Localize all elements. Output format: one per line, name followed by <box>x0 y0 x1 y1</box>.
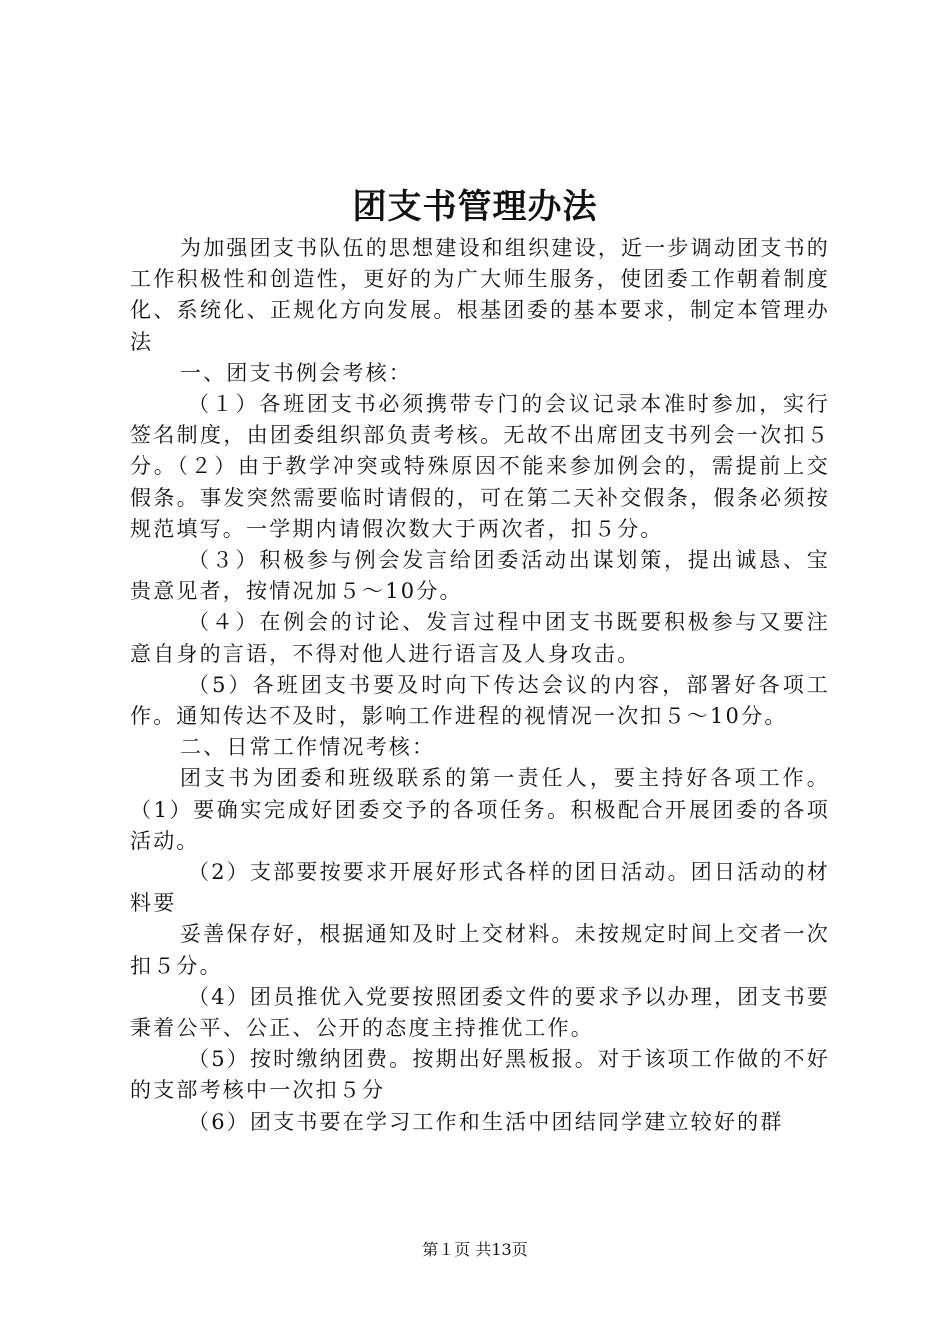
daily-rule-2: （2）支部要按要求开展好形式各样的团日活动。团日活动的材料要 <box>130 860 830 916</box>
daily-rule-1: 团支书为团委和班级联系的第一责任人，要主持好各项工作。（1）要确实完成好团委交予的各项任务。积极配合开展团委的各项活动。 <box>130 766 830 853</box>
daily-rule-2-continued: 妥善保存好，根据通知及时上交材料。未按规定时间上交者一次扣５分。 <box>130 922 830 978</box>
page-footer: 第１页 共13页 <box>422 1240 528 1259</box>
document-title: 团支书管理办法 <box>352 187 598 227</box>
meeting-rule-4: （４）在例会的讨论、发言过程中团支书既要积极参与又要注意自身的言语，不得对他人进行语言及人身攻击。 <box>130 610 830 666</box>
section-heading-daily: 二、日常工作情况考核： <box>180 735 436 760</box>
daily-rule-5: （5）按时缴纳团费。按期出好黑板报。对于该项工作做的不好的支部考核中一次扣５分 <box>130 1047 830 1103</box>
meeting-rule-1-2: （１）各班团支书必须携带专门的会议记录本准时参加，实行签名制度，由团委组织部负责考核。无故不出席团支书列会一次扣５分。（２）由于教学冲突或特殊原因不能来参加例会的，需提前上交假条。事发突然需要临时请假的，可在第二天补交假条，假条必须按规范填写。一学期内请假次数大于两次者，扣５分。 <box>130 392 830 541</box>
meeting-rule-3: （３）积极参与例会发言给团委活动出谋划策，提出诚恳、宝贵意见者，按情况加５～10分。 <box>130 548 830 604</box>
meeting-rule-5: （5）各班团支书要及时向下传达会议的内容，部署好各项工作。通知传达不及时，影响工作进程的视情况一次扣５～10分。 <box>130 672 830 729</box>
document-body <box>130 233 830 1138</box>
daily-rule-4: （4）团员推优入党要按照团委文件的要求予以办理，团支书要秉着公平、公正、公开的态度主持推优工作。 <box>130 984 830 1041</box>
intro-paragraph: 为加强团支书队伍的思想建设和组织建设，近一步调动团支书的工作积极性和创造性，更好的为广大师生服务，使团委工作朝着制度化、系统化、正规化方向发展。根基团委的基本要求，制定本管理办法 <box>130 236 830 354</box>
section-heading-meeting: 一、团支书例会考核： <box>180 360 412 385</box>
daily-rule-6: （6）团支书要在学习工作和生活中团结同学建立较好的群 <box>188 1109 784 1134</box>
